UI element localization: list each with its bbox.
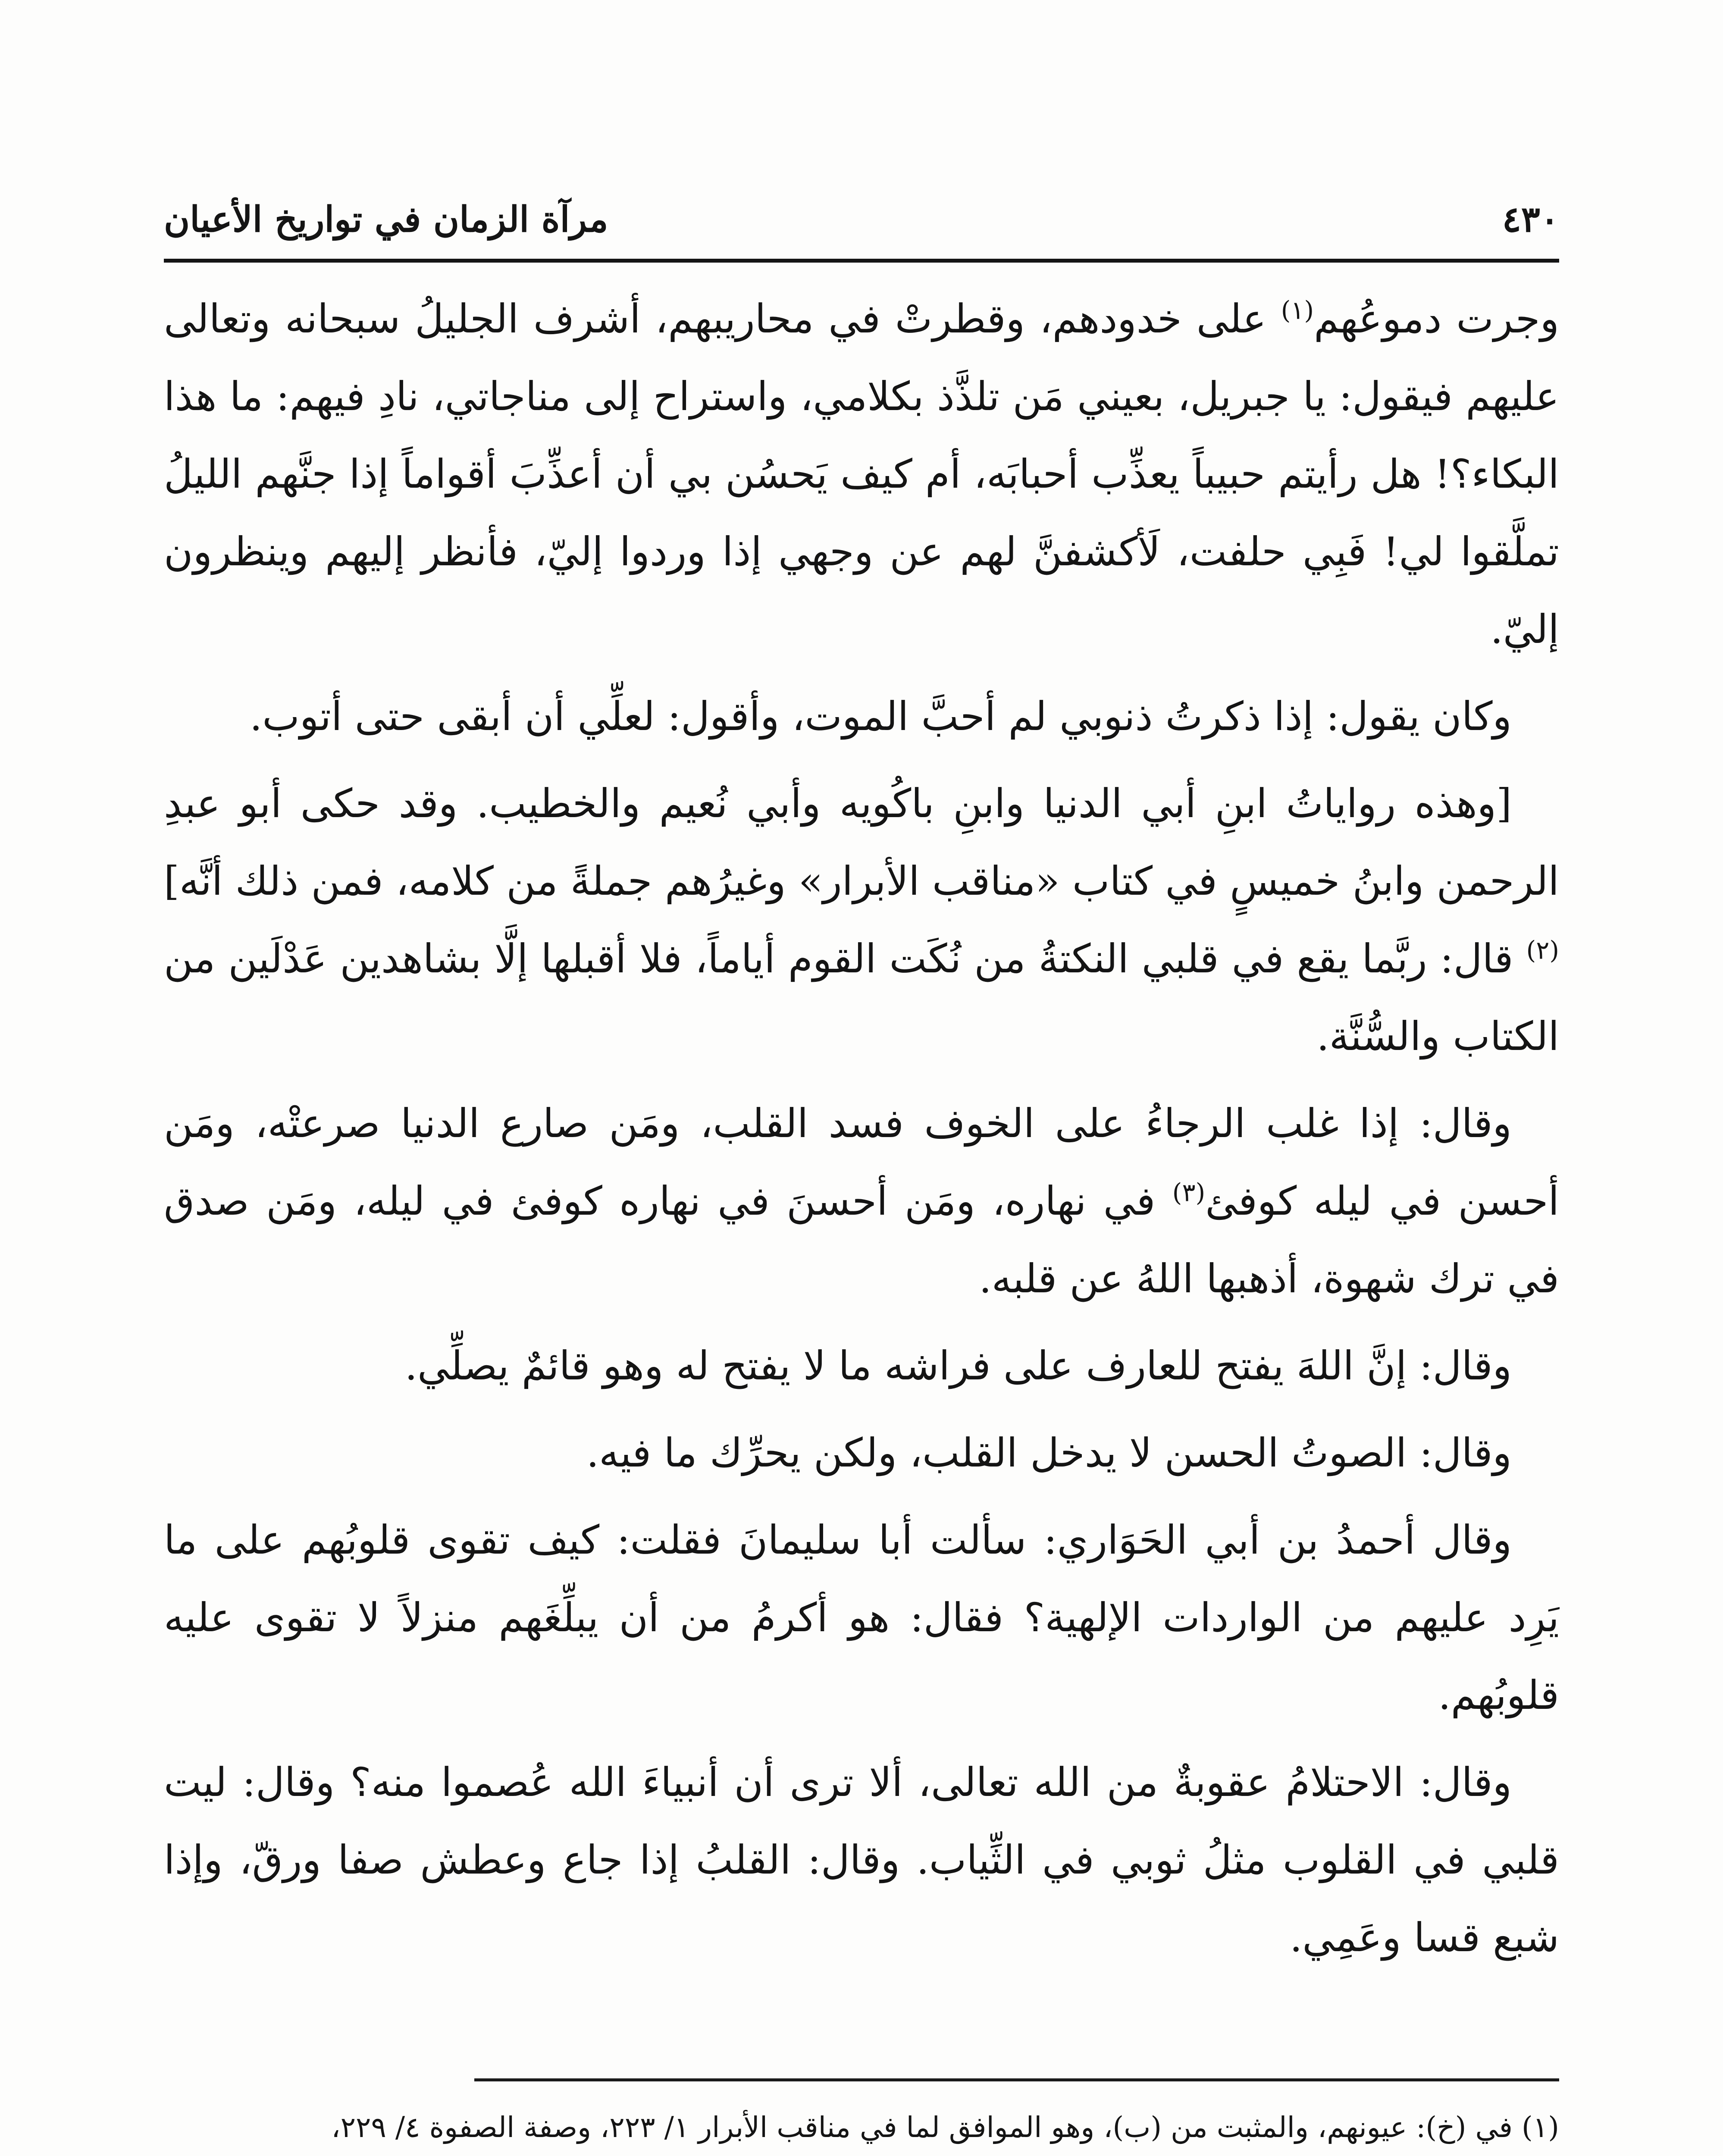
paragraph-1-text-a: وجرت دموعُهم [1314,296,1559,342]
paragraph-4-text-a: وقال: إذا غلب الرجاءُ على الخوف فسد القلب، ومَن صارع الدنيا صرعتْه، ومَن أحسن في ليله كوفئ [164,1100,1560,1224]
paragraph-8: وقال: الاحتلامُ عقوبةٌ من الله تعالى، ألا ترى أن أنبياءَ الله عُصموا منه؟ وقال: ليت قلبي في القلوب مثلُ ثوبي في الثِّياب. وقال: القلبُ إذا جاع وعطش صفا ورقّ، وإذا شبع قسا وعَمِي. [164,1759,1559,1961]
footnotes [164,2100,1559,2156]
header-divider [164,259,1559,263]
paragraph-2: وكان يقول: إذا ذكرتُ ذنوبي لم أحبَّ الموت، وأقول: لعلِّي أن أبقى حتى أتوب. [249,693,1512,740]
paragraph-6: وقال: الصوتُ الحسن لا يدخل القلب، ولكن يحرِّك ما فيه. [586,1430,1512,1476]
footnote-1-line-1: (١) في (خ): عيونهم، والمثبت من (ب)، وهو الموافق لما في مناقب الأبرار ١/ ٢٢٣، وصفة الصفوة ٤/ ٢٢٩، [331,2111,1559,2144]
paragraph-7: وقال أحمدُ بن أبي الحَوَاري: سألت أبا سليمانَ فقلت: كيف تقوى قلوبُهم على ما يَرِد عليهم من الواردات الإلهية؟ فقال: هو أكرمُ من أن يبلِّغَهم منزلاً لا تقوى عليه قلوبُهم. [164,1517,1559,1718]
paragraph-5: وقال: إنَّ اللهَ يفتح للعارف على فراشه ما لا يفتح له وهو قائمٌ يصلِّي. [404,1343,1512,1389]
running-title: مرآة الزمان في تواريخ الأعيان [164,199,608,240]
paragraph-3-text-b: قال: ربَّما يقع في قلبي النكتةُ من نُكَت القوم أياماً، فلا أقبلها إلَّا بشاهدين عَدْلَين من الكتاب والسُّنَّة. [164,936,1559,1059]
footnote-ref-1: (١) [1281,295,1314,325]
footnote-ref-2: (٢) [1526,935,1559,965]
paragraph-3-text-a: [وهذه رواياتُ ابنِ أبي الدنيا وابنِ باكُويه وأبي نُعيم والخطيب. وقد حكى أبو عبدِ الرحمن وابنُ خميسٍ في كتاب «مناقب الأبرار» وغيرُهم جملةً من كلامه، فمن ذلك أنَّه] [164,780,1559,904]
paragraph-3 [164,765,1559,1075]
paragraph-1-text-b: على خدودهم، وقطرتْ في محاريبهم، أشرف الجليلُ سبحانه وتعالى عليهم فيقول: يا جبريل، بعيني مَن تلذَّذ بكلامي، واستراح إلى مناجاتي، نادِ فيهم: ما هذا البكاء؟! هل رأيتم حبيباً يعذِّب أحبابَه، أم كيف يَحسُن بي أن أعذِّبَ أقواماً إذا جنَّهم الليلُ تملَّقوا لي! فَبِي حلفت، لَأكشفنَّ لهم عن وجهي إذا وردوا إليّ، فأنظر إليهم وينظرون إليّ. [164,296,1559,652]
paragraph-1 [164,280,1559,668]
footnote-ref-3: (٣) [1172,1178,1206,1207]
paragraph-4-text-b: في نهاره، ومَن أحسنَ في نهاره كوفئ في ليله، ومَن صدق في ترك شهوة، أذهبها اللهُ عن قلبه. [164,1178,1559,1302]
footnote-divider [474,2078,1559,2081]
paragraph-4 [164,1085,1559,1318]
main-text [164,280,1559,2057]
page-number: ٤٣٠ [1502,199,1559,240]
page-header [164,155,1559,254]
